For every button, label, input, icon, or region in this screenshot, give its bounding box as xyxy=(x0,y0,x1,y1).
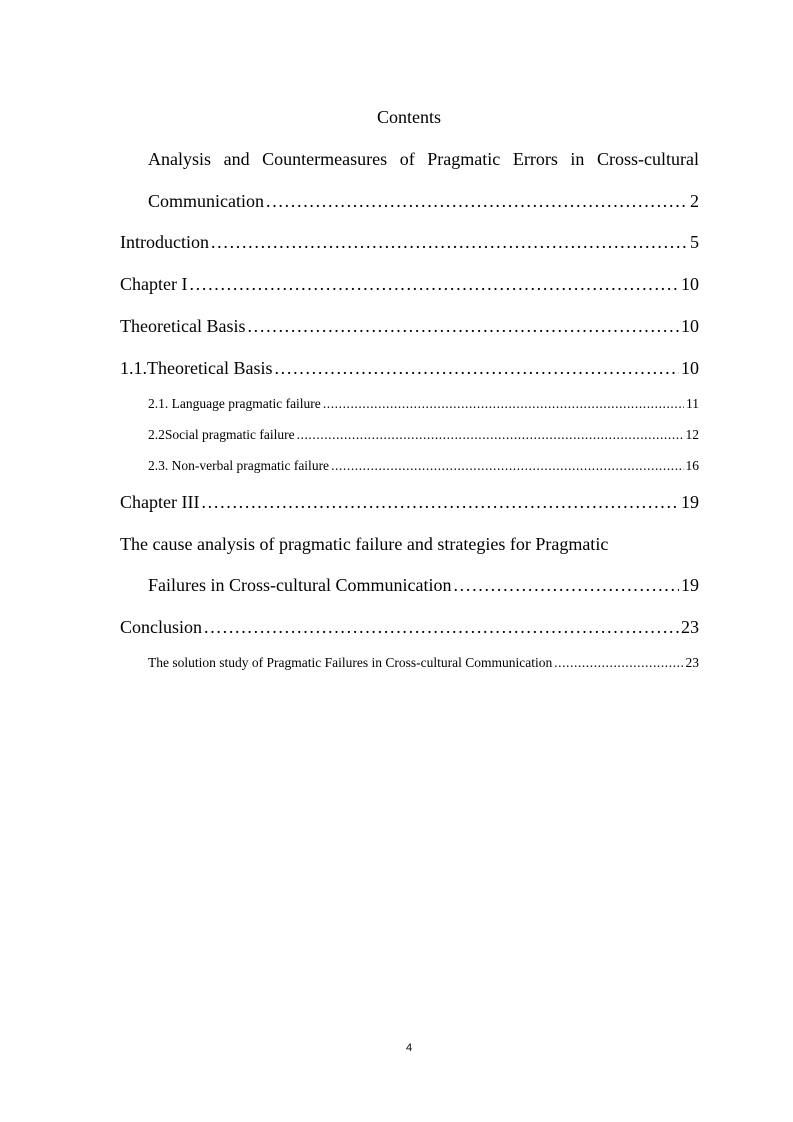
toc-entry-label: Failures in Cross-cultural Communication xyxy=(148,575,452,595)
dot-leader xyxy=(211,230,688,254)
toc-entry-label: 1.1.Theoretical Basis xyxy=(120,358,273,378)
toc-page-number: 23 xyxy=(685,655,699,670)
dot-leader xyxy=(331,457,683,475)
toc-entry-1-1-theoretical-basis[interactable] xyxy=(120,356,699,380)
toc-entry-label: Chapter I xyxy=(120,274,188,294)
toc-page-number: 10 xyxy=(681,316,699,336)
toc-entry-chapter-iii[interactable] xyxy=(120,490,699,514)
toc-entry-label: Chapter III xyxy=(120,492,200,512)
toc-subentry-social-pragmatic-failure[interactable] xyxy=(148,426,699,444)
toc-page-number: 16 xyxy=(685,458,699,473)
toc-entry-conclusion[interactable] xyxy=(120,615,699,639)
toc-entry-analysis[interactable] xyxy=(148,189,699,213)
dot-leader xyxy=(274,356,679,380)
toc-subentry-non-verbal-pragmatic-failure[interactable] xyxy=(148,457,699,475)
toc-page-number: 11 xyxy=(686,396,699,411)
toc-page-number: 2 xyxy=(690,191,699,211)
toc-entry-cause-analysis-line1: The cause analysis of pragmatic failure and strategies for Pragmatic xyxy=(120,534,609,554)
toc-page-number: 12 xyxy=(685,427,699,442)
dot-leader xyxy=(266,189,688,213)
toc-entry-label: 2.3. Non-verbal pragmatic failure xyxy=(148,458,330,473)
toc-entry-label: Communication xyxy=(148,191,264,211)
toc-page-number: 19 xyxy=(681,492,699,512)
toc-subentry-language-pragmatic-failure[interactable] xyxy=(148,395,699,413)
toc-page-number: 10 xyxy=(681,274,699,294)
toc-entry-chapter-i[interactable] xyxy=(120,272,699,296)
toc-entry-cause-analysis[interactable] xyxy=(148,573,699,597)
toc-entry-introduction[interactable] xyxy=(120,230,699,254)
dot-leader xyxy=(201,490,679,514)
toc-subentry-solution-study[interactable] xyxy=(148,654,699,672)
dot-leader xyxy=(297,426,684,444)
toc-entry-theoretical-basis[interactable] xyxy=(120,314,699,338)
dot-leader xyxy=(189,272,679,296)
toc-page-number: 5 xyxy=(690,232,699,252)
toc-entry-label: 2.2Social pragmatic failure xyxy=(148,427,295,442)
toc-entry-label: 2.1. Language pragmatic failure xyxy=(148,396,321,411)
toc-entry-analysis-line1: Analysis and Countermeasures of Pragmatic Errors in Cross-cultural xyxy=(148,149,699,169)
toc-title: Contents xyxy=(376,107,441,127)
dot-leader xyxy=(323,395,684,413)
toc-entry-label: The solution study of Pragmatic Failures in Cross-cultural Communication xyxy=(148,655,553,670)
toc-page-number: 23 xyxy=(681,617,699,637)
toc-page-number: 10 xyxy=(681,358,699,378)
page-number-footer: 4 xyxy=(405,1042,413,1054)
dot-leader xyxy=(247,314,679,338)
dot-leader xyxy=(453,573,679,597)
toc-entry-label: Conclusion xyxy=(120,617,203,637)
toc-entry-label: Theoretical Basis xyxy=(120,316,246,336)
dot-leader xyxy=(554,654,683,672)
dot-leader xyxy=(204,615,679,639)
toc-page-number: 19 xyxy=(681,575,699,595)
toc-entry-label: Introduction xyxy=(120,232,209,252)
